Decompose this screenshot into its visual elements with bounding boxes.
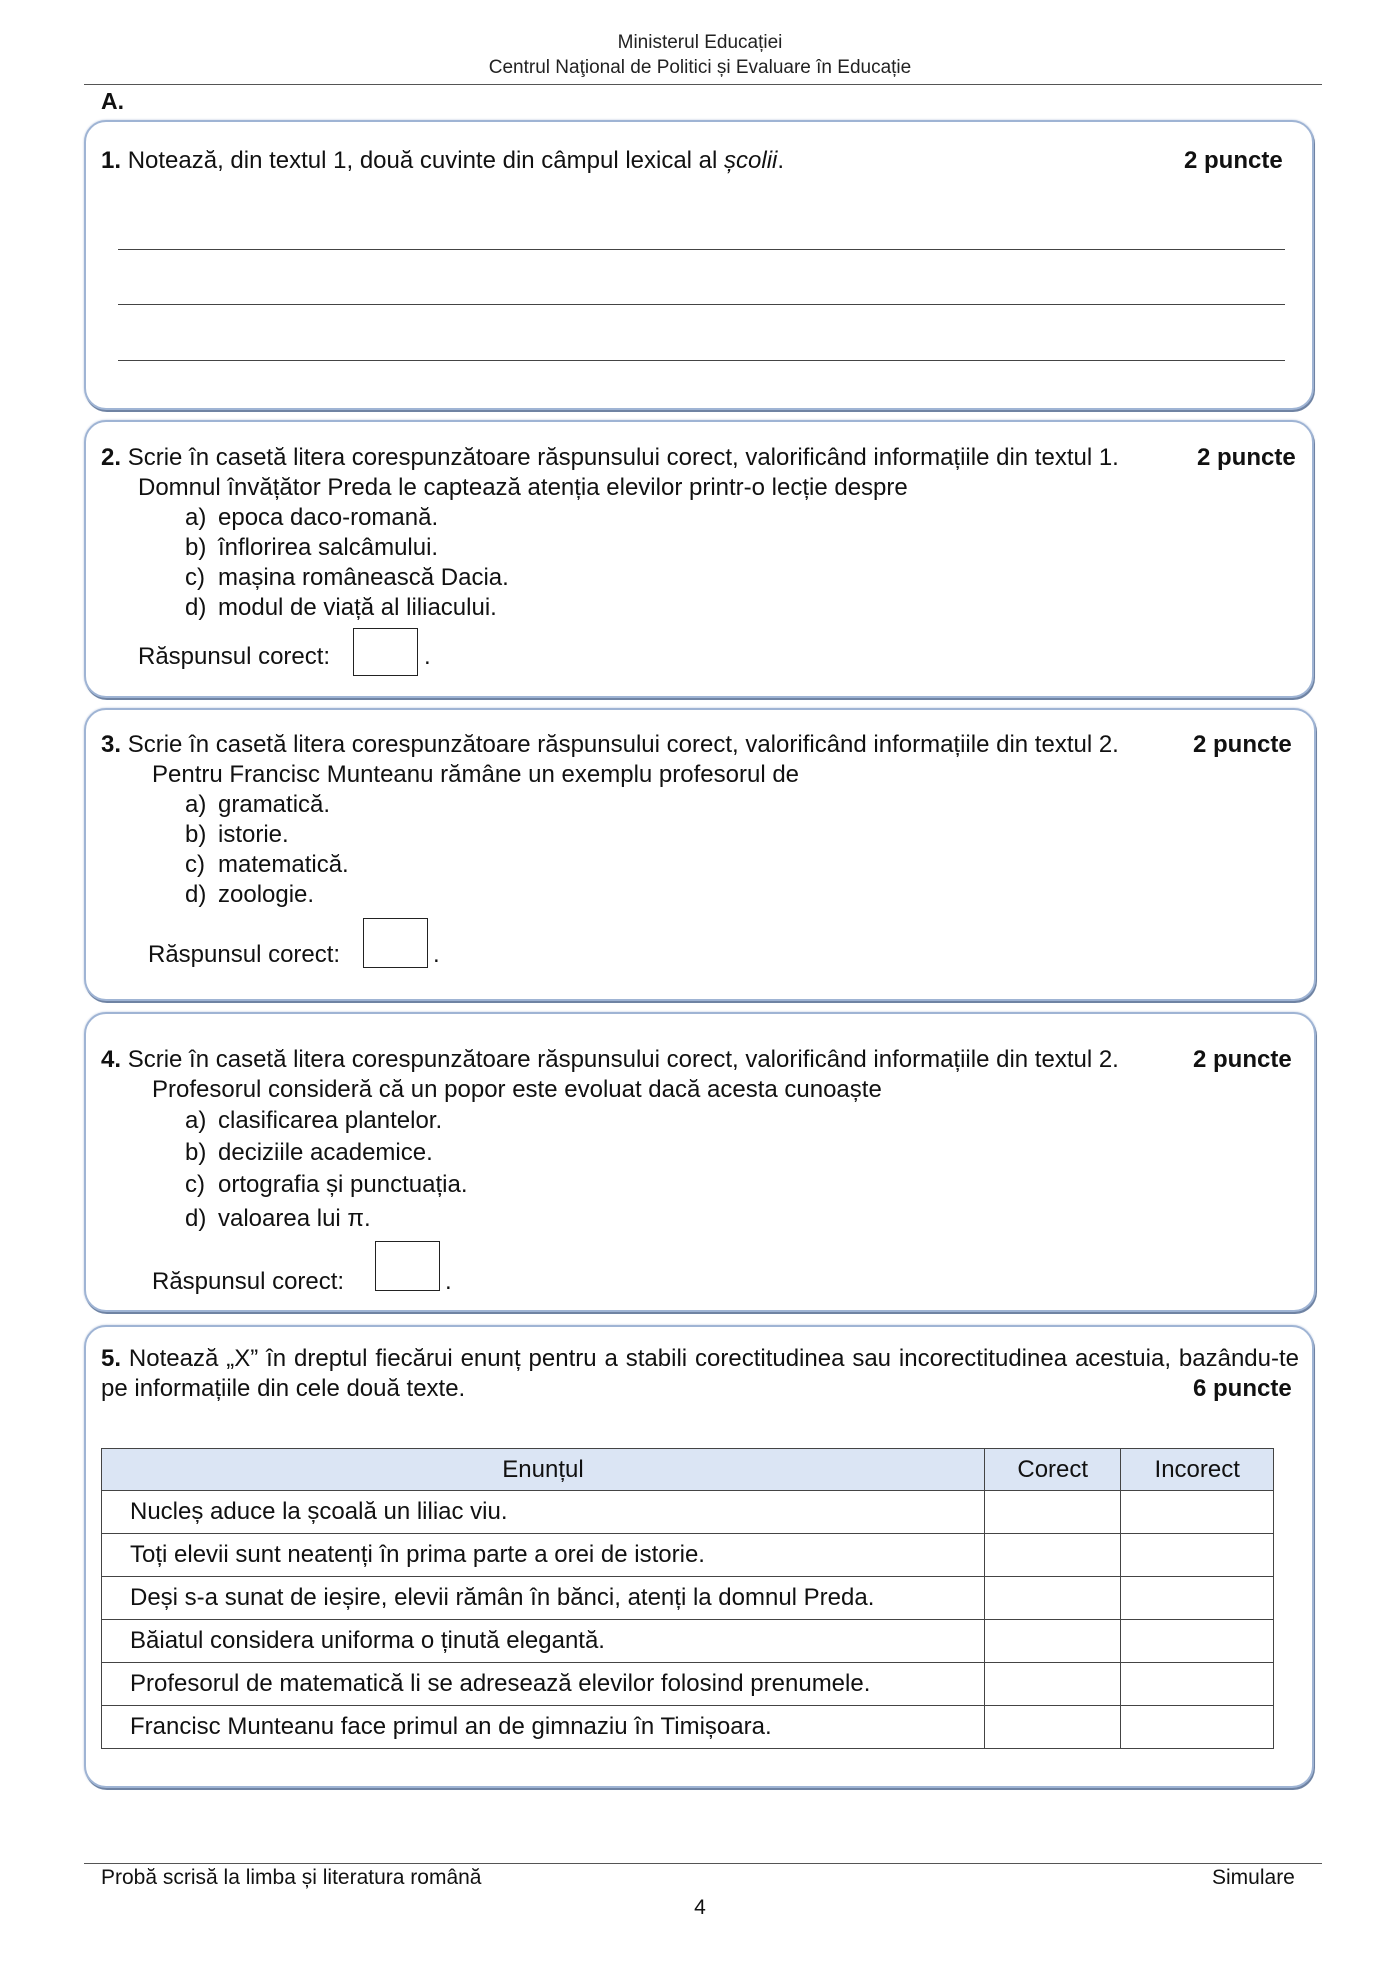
question-4-answer-period: . xyxy=(445,1268,452,1295)
column-header-correct: Corect xyxy=(985,1449,1121,1491)
table-row xyxy=(102,1491,1274,1534)
option-letter: b) xyxy=(185,821,207,848)
option-text: valoarea lui π. xyxy=(218,1205,371,1232)
question-3-number: 3. xyxy=(101,731,122,758)
question-4-points: 2 puncte xyxy=(1193,1046,1292,1073)
question-3-text xyxy=(101,730,1119,760)
header-divider xyxy=(84,84,1322,85)
statement-cell: Profesorul de matematică li se adresează elevilor folosind prenumele. xyxy=(102,1663,985,1706)
option-text: ortografia și punctuația. xyxy=(218,1171,468,1198)
incorrect-cell[interactable] xyxy=(1121,1534,1274,1577)
table-row xyxy=(102,1577,1274,1620)
question-1-text xyxy=(101,146,784,176)
option-text: epoca daco-romană. xyxy=(218,504,439,531)
question-1-number: 1. xyxy=(101,147,122,174)
question-1-prompt: Notează, din textul 1, două cuvinte din câmpul lexical al xyxy=(127,147,725,174)
question-4-number: 4. xyxy=(101,1046,122,1073)
question-4-option-a[interactable] xyxy=(185,1106,442,1136)
question-4-option-d[interactable] xyxy=(185,1204,371,1234)
question-5-number: 5. xyxy=(101,1345,122,1372)
question-2-text xyxy=(101,443,1119,473)
question-5-prompt: Notează „X” în dreptul fiecărui enunț pentru a stabili corectitudinea sau incorectitudinea acestuia, bazându-te pe informațiile din cele două texte. xyxy=(101,1345,1299,1402)
statement-cell: Toți elevii sunt neatenți în prima parte a orei de istorie. xyxy=(102,1534,985,1577)
question-1-points: 2 puncte xyxy=(1184,147,1283,174)
question-1-emphasis: școlii xyxy=(724,147,778,174)
statement-cell: Francisc Munteanu face primul an de gimnaziu în Timișoara. xyxy=(102,1706,985,1749)
question-2-stem: Domnul învățător Preda le captează atenția elevilor printr-o lecție despre xyxy=(138,474,908,501)
table-row xyxy=(102,1534,1274,1577)
footer-divider xyxy=(84,1863,1322,1864)
question-3-option-d[interactable] xyxy=(185,880,314,910)
question-4-option-c[interactable] xyxy=(185,1170,467,1200)
option-text: matematică. xyxy=(218,851,349,878)
option-letter: b) xyxy=(185,534,207,561)
answer-line[interactable] xyxy=(118,304,1285,305)
option-text: gramatică. xyxy=(218,791,331,818)
column-header-incorrect: Incorect xyxy=(1121,1449,1274,1491)
question-3-option-b[interactable] xyxy=(185,820,289,850)
question-4-option-b[interactable] xyxy=(185,1138,433,1168)
table-row xyxy=(102,1663,1274,1706)
option-letter: a) xyxy=(185,1107,207,1134)
option-letter: b) xyxy=(185,1139,207,1166)
incorrect-cell[interactable] xyxy=(1121,1620,1274,1663)
document-header xyxy=(0,30,1400,80)
question-3-answer-label: Răspunsul corect: xyxy=(148,941,341,968)
question-4-answer-box[interactable] xyxy=(375,1241,440,1291)
question-4-prompt: Scrie în casetă litera corespunzătoare răspunsului corect, valorificând informațiile din textul 2. xyxy=(127,1046,1119,1073)
answer-line[interactable] xyxy=(118,249,1285,250)
incorrect-cell[interactable] xyxy=(1121,1491,1274,1534)
incorrect-cell[interactable] xyxy=(1121,1577,1274,1620)
question-5-points: 6 puncte xyxy=(1193,1375,1292,1402)
statements-table xyxy=(101,1448,1274,1749)
question-4-answer-label: Răspunsul corect: xyxy=(152,1268,345,1295)
statement-cell: Băiatul considera uniforma o ținută elegantă. xyxy=(102,1620,985,1663)
table-row xyxy=(102,1706,1274,1749)
question-2-prompt: Scrie în casetă litera corespunzătoare răspunsului corect, valorificând informațiile din textul 1. xyxy=(127,444,1119,471)
option-text: istorie. xyxy=(218,821,289,848)
statement-cell: Deși s-a sunat de ieșire, elevii rămân în bănci, atenți la domnul Preda. xyxy=(102,1577,985,1620)
question-2-option-c[interactable] xyxy=(185,563,509,593)
question-2-answer-box[interactable] xyxy=(353,628,418,676)
option-letter: a) xyxy=(185,504,207,531)
option-letter: d) xyxy=(185,1205,207,1232)
question-2-option-d[interactable] xyxy=(185,593,497,623)
option-text: mașina românească Dacia. xyxy=(218,564,509,591)
column-header-statement: Enunțul xyxy=(102,1449,985,1491)
question-2-points: 2 puncte xyxy=(1197,444,1296,471)
question-3-option-a[interactable] xyxy=(185,790,330,820)
correct-cell[interactable] xyxy=(985,1491,1121,1534)
option-text: înflorirea salcâmului. xyxy=(218,534,439,561)
option-letter: d) xyxy=(185,881,207,908)
option-letter: a) xyxy=(185,791,207,818)
page-number: 4 xyxy=(694,1896,706,1919)
option-letter: d) xyxy=(185,594,207,621)
question-3-prompt: Scrie în casetă litera corespunzătoare răspunsului corect, valorificând informațiile din textul 2. xyxy=(127,731,1119,758)
footer-exam-title: Probă scrisă la limba și literatura română xyxy=(101,1866,482,1889)
question-4-text xyxy=(101,1045,1119,1075)
question-2-answer-label: Răspunsul corect: xyxy=(138,643,331,670)
correct-cell[interactable] xyxy=(985,1534,1121,1577)
correct-cell[interactable] xyxy=(985,1663,1121,1706)
option-text: deciziile academice. xyxy=(218,1139,433,1166)
question-3-answer-box[interactable] xyxy=(363,918,428,968)
answer-line[interactable] xyxy=(118,360,1285,361)
option-letter: c) xyxy=(185,851,205,878)
question-3-answer-period: . xyxy=(433,941,440,968)
correct-cell[interactable] xyxy=(985,1706,1121,1749)
option-text: zoologie. xyxy=(218,881,315,908)
ministry-name: Ministerul Educației xyxy=(617,32,783,53)
table-row xyxy=(102,1620,1274,1663)
correct-cell[interactable] xyxy=(985,1577,1121,1620)
question-2-option-b[interactable] xyxy=(185,533,438,563)
option-letter: c) xyxy=(185,1171,205,1198)
statement-cell: Nucleș aduce la școală un liliac viu. xyxy=(102,1491,985,1534)
correct-cell[interactable] xyxy=(985,1620,1121,1663)
option-letter: c) xyxy=(185,564,205,591)
question-1-period: . xyxy=(777,147,785,174)
footer-exam-type: Simulare xyxy=(1212,1866,1295,1889)
question-3-option-c[interactable] xyxy=(185,850,349,880)
incorrect-cell[interactable] xyxy=(1121,1706,1274,1749)
incorrect-cell[interactable] xyxy=(1121,1663,1274,1706)
option-text: clasificarea plantelor. xyxy=(218,1107,443,1134)
question-3-stem: Pentru Francisc Munteanu rămâne un exemplu profesorul de xyxy=(152,761,800,788)
question-4-stem: Profesorul consideră că un popor este evoluat dacă acesta cunoaște xyxy=(152,1076,882,1103)
option-text: modul de viață al liliacului. xyxy=(218,594,497,621)
question-2-option-a[interactable] xyxy=(185,503,438,533)
section-label: A. xyxy=(101,88,124,114)
table-header-row xyxy=(102,1449,1274,1491)
question-2-number: 2. xyxy=(101,444,122,471)
center-name: Centrul Naţional de Politici și Evaluare în Educație xyxy=(488,57,912,78)
question-3-points: 2 puncte xyxy=(1193,731,1292,758)
question-2-answer-period: . xyxy=(424,643,431,670)
question-5-text xyxy=(101,1344,1299,1404)
